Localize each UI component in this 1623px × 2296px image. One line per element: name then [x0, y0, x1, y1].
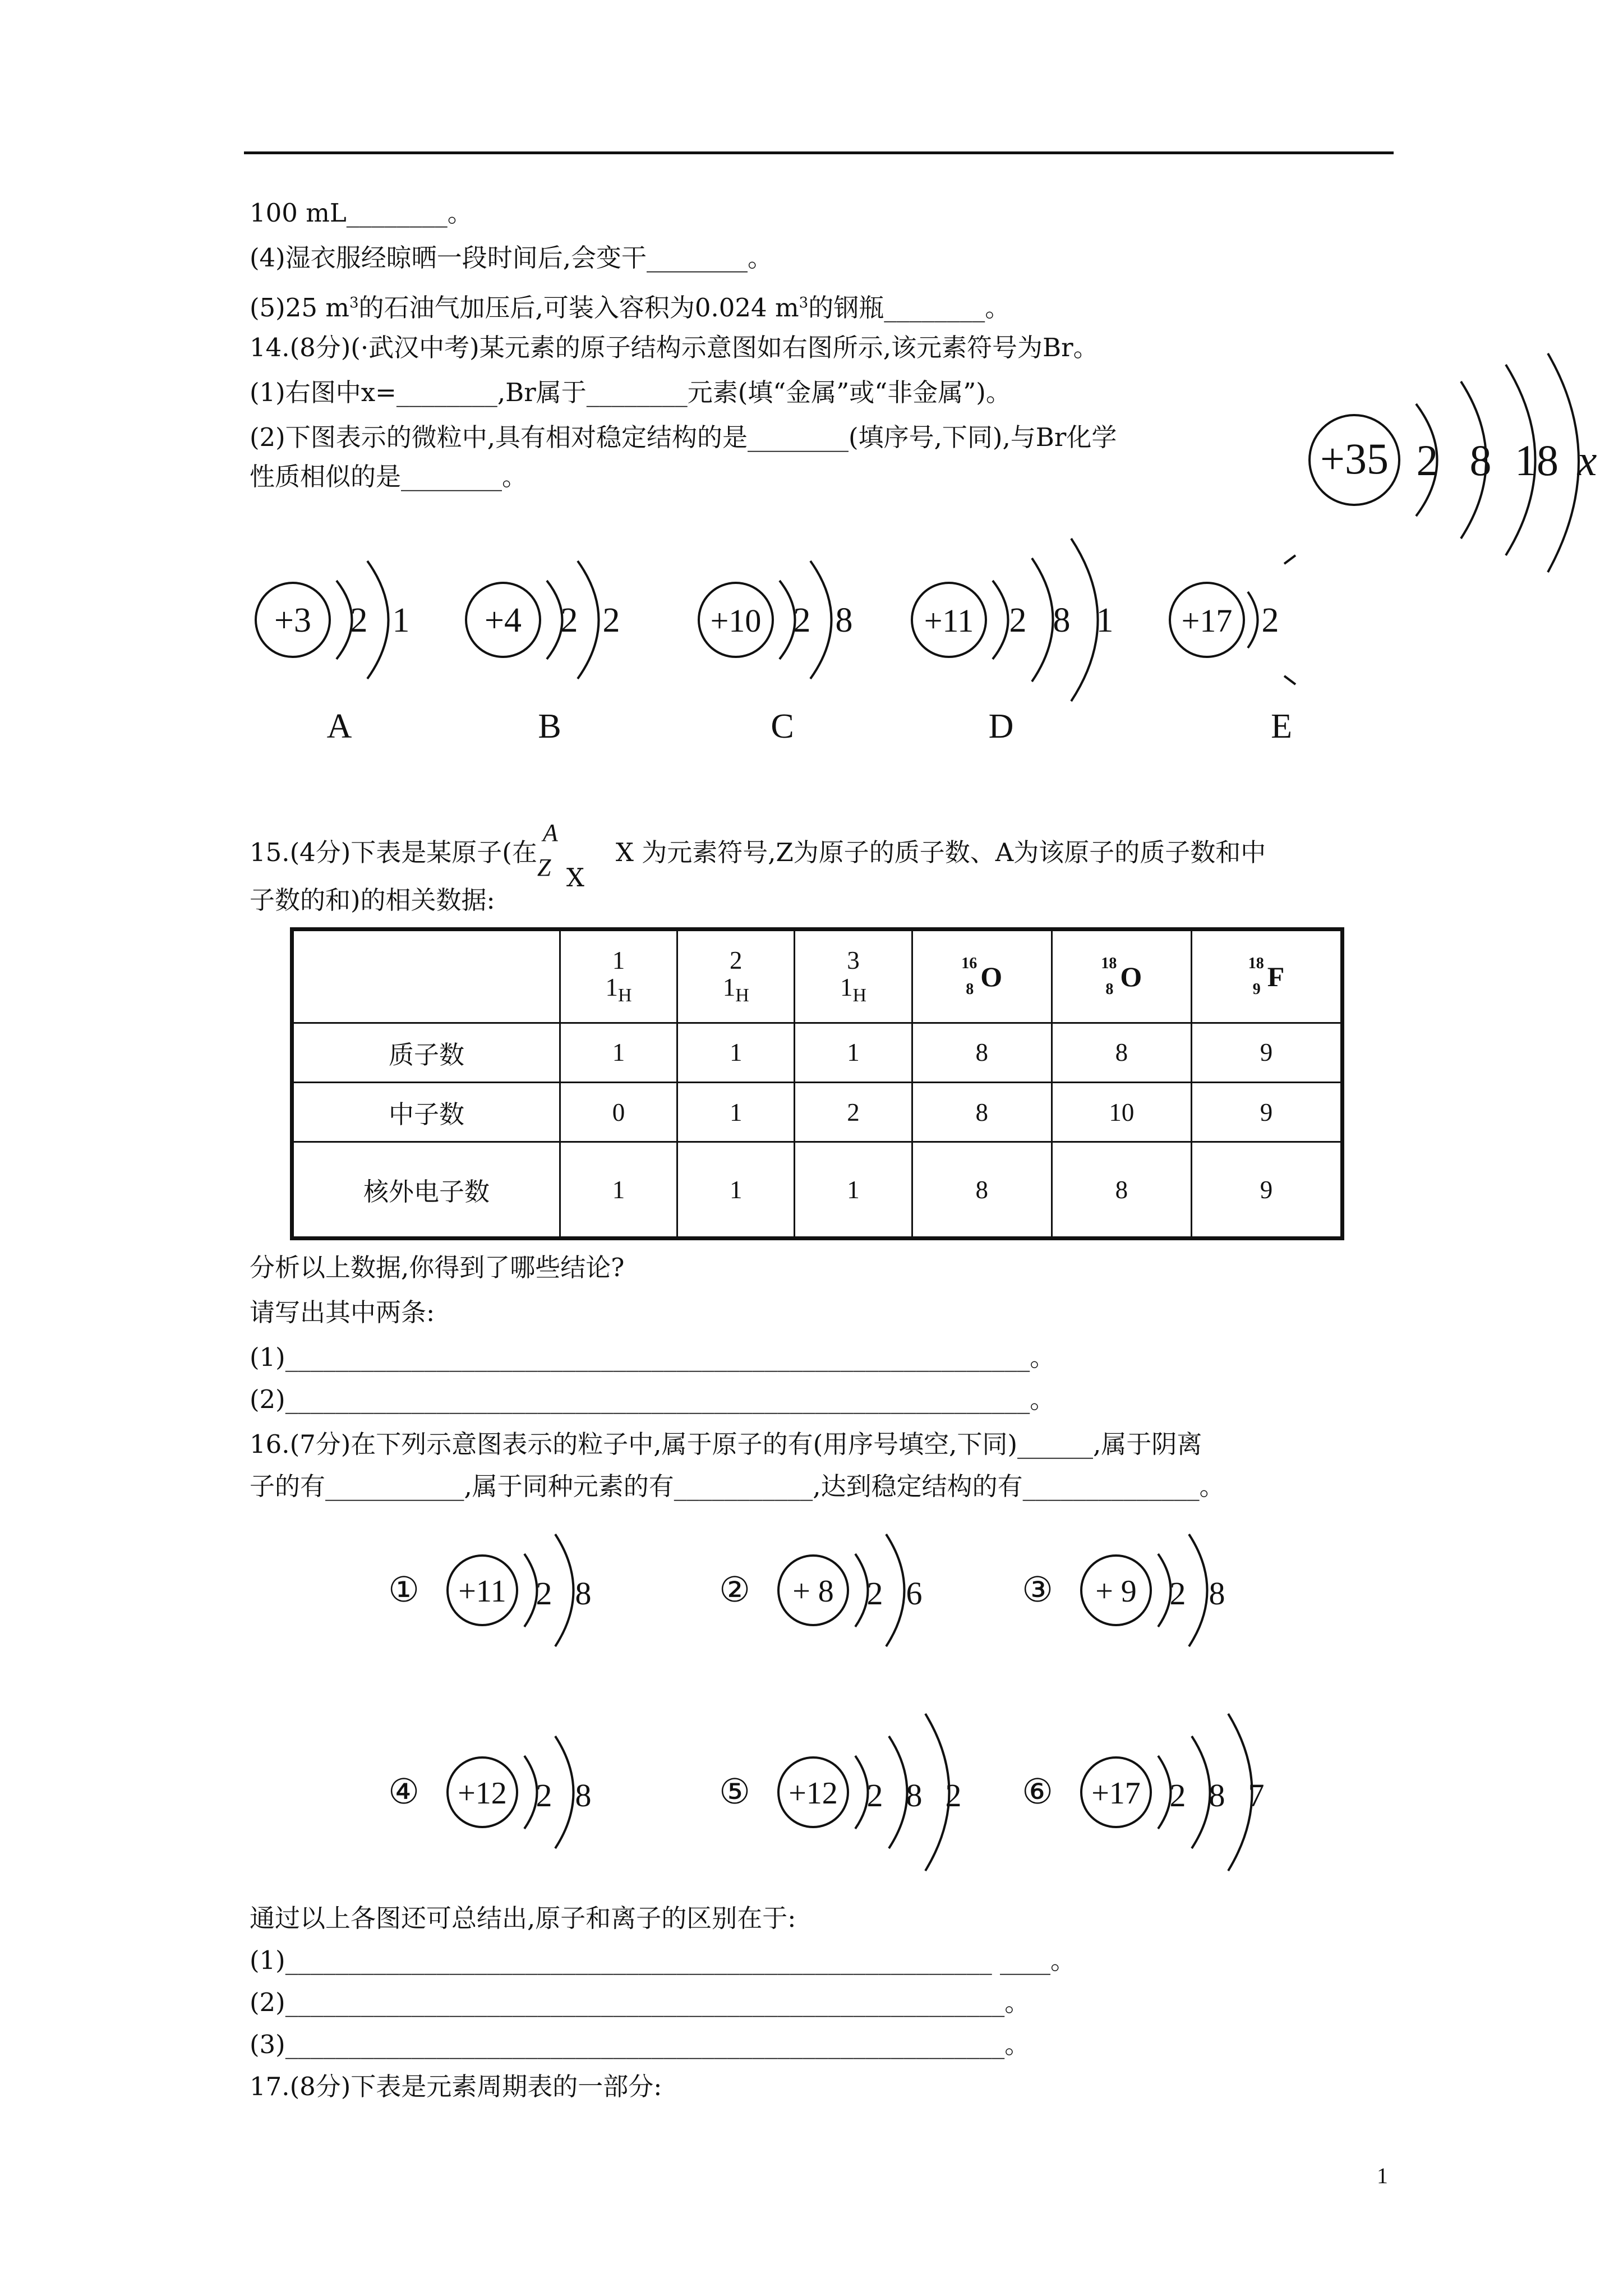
q16-answer-1[interactable]: (1)________________________________________________________ ____。: [250, 1945, 1076, 1975]
table-cell: 8: [912, 1142, 1052, 1239]
svg-text:+11: +11: [924, 602, 974, 639]
q16-diagram-3: [1009, 1517, 1245, 1674]
isotope-h1: 1 $1_H$: [560, 930, 677, 1023]
svg-text:1: 1: [392, 601, 410, 639]
isotope-h3: 3 $1_H$: [795, 930, 912, 1023]
svg-text:+17: +17: [1181, 602, 1233, 639]
q14-part-2a: (2)下图表示的微粒中,具有相对稳定结构的是________(填序号,下同),与Br化学: [250, 422, 1117, 452]
isotope-f18: 18 9 F: [1191, 930, 1342, 1023]
diagram-label-c: C: [771, 707, 794, 746]
q16-summary: 通过以上各图还可总结出,原子和离子的区别在于:: [250, 1903, 796, 1933]
br-nucleus-charge: +35: [1320, 434, 1389, 483]
table-cell: 2: [795, 1082, 912, 1142]
svg-text:2: 2: [350, 601, 368, 639]
table-cell: 8: [1052, 1023, 1191, 1082]
q16-stem-a: 16.(7分)在下列示意图表示的粒子中,属于原子的有(用序号填空,下同)______,属于阴离: [250, 1429, 1202, 1459]
isotope-h2: 2 $1_H$: [677, 930, 795, 1023]
diagram-index: ④: [388, 1773, 419, 1811]
table-cell: 9: [1191, 1023, 1342, 1082]
isotope-o18: 18 8 O: [1052, 930, 1191, 1023]
diagram-label-a: A: [326, 707, 352, 746]
q13-item-4: (4)湿衣服经晾晒一段时间后,会变干________。: [250, 243, 773, 273]
svg-text:7: 7: [1248, 1777, 1265, 1814]
table-cell: 9: [1191, 1142, 1342, 1239]
q15-stem-b: 子数的和)的相关数据:: [250, 885, 495, 915]
isotope-o16: 16 8 O: [912, 930, 1052, 1023]
br-shell-4: x: [1577, 436, 1597, 485]
mass-number-symbol: A: [542, 819, 558, 846]
svg-text:2: 2: [866, 1777, 883, 1814]
svg-text:+11: +11: [458, 1574, 506, 1609]
q15-stem-a: 15.(4分)下表是某原子(在 A Z X X 为元素符号,Z为原子的质子数、A为该原子的质子数和中: [250, 836, 1266, 869]
q16-stem-b: 子的有___________,属于同种元素的有___________,达到稳定结构的有______________。: [250, 1471, 1225, 1501]
table-cell: 1: [560, 1142, 677, 1239]
diagram-label-e: E: [1271, 707, 1292, 746]
q14-diagram-a: [247, 539, 432, 752]
q15-analysis: 分析以上数据,你得到了哪些结论?: [250, 1253, 625, 1282]
br-shell-2: 8: [1469, 436, 1492, 485]
table-cell: 8: [912, 1023, 1052, 1082]
atomic-number-symbol: Z: [537, 854, 551, 881]
svg-text:+3: +3: [274, 601, 311, 639]
q16-answer-2[interactable]: (2)_________________________________________________________。: [250, 1987, 1030, 2017]
svg-text:1: 1: [1096, 601, 1114, 639]
q16-diagram-2: [707, 1517, 942, 1674]
br-shell-3: 18: [1515, 436, 1559, 485]
br-shell-1: 2: [1416, 436, 1438, 485]
svg-text:+4: +4: [485, 601, 522, 639]
table-cell: 8: [912, 1082, 1052, 1142]
q15-ask: 请写出其中两条:: [250, 1297, 435, 1327]
svg-text:8: 8: [575, 1575, 592, 1612]
svg-text:+17: +17: [1091, 1776, 1141, 1811]
table-cell: 0: [560, 1082, 677, 1142]
table-row: [292, 1082, 1343, 1142]
svg-text:8: 8: [575, 1777, 592, 1814]
row-label-protons: 质子数: [292, 1023, 560, 1082]
table-corner-cell: [292, 930, 560, 1023]
isotope-table: [290, 927, 1344, 1240]
svg-text:2: 2: [536, 1777, 552, 1814]
q16-diagram-1: [376, 1517, 611, 1674]
row-label-electrons: 核外电子数: [292, 1142, 560, 1239]
svg-text:2: 2: [1169, 1777, 1186, 1814]
q14-stem: 14.(8分)(·武汉中考)某元素的原子结构示意图如右图所示,该元素符号为Br。: [250, 333, 1099, 362]
svg-text:+12: +12: [789, 1776, 838, 1811]
table-cell: 10: [1052, 1082, 1191, 1142]
diagram-label-b: B: [538, 707, 561, 746]
svg-text:8: 8: [835, 601, 853, 639]
table-row: [292, 1142, 1343, 1239]
table-cell: 1: [795, 1023, 912, 1082]
table-cell: 1: [795, 1142, 912, 1239]
svg-text:8: 8: [1209, 1777, 1225, 1814]
svg-text:8: 8: [1053, 601, 1071, 639]
svg-text:+10: +10: [710, 602, 762, 639]
table-cell: 8: [1052, 1142, 1191, 1239]
q14-diagram-c: [690, 539, 875, 752]
svg-text:8: 8: [906, 1777, 923, 1814]
element-symbol: X: [566, 863, 584, 892]
q16-diagram-4: [376, 1717, 611, 1874]
q14-diagram-d: [903, 527, 1138, 752]
q17-stem: 17.(8分)下表是元素周期表的一部分:: [250, 2072, 662, 2101]
svg-text:2: 2: [536, 1575, 552, 1612]
q14-diagram-e: [1161, 539, 1329, 752]
svg-text:2: 2: [1009, 601, 1027, 639]
q15-answer-2[interactable]: (2)___________________________________________________________。: [250, 1384, 1055, 1414]
svg-text:2: 2: [1261, 601, 1279, 639]
svg-text:2: 2: [793, 601, 811, 639]
svg-text:+12: +12: [458, 1776, 507, 1811]
page-number: 1: [1377, 2163, 1388, 2188]
header-rule: [244, 151, 1394, 154]
svg-text:6: 6: [906, 1575, 923, 1612]
svg-text:2: 2: [945, 1777, 962, 1814]
svg-text:2: 2: [602, 601, 620, 639]
svg-text:8: 8: [1209, 1575, 1225, 1612]
svg-text:2: 2: [560, 601, 578, 639]
diagram-index: ②: [719, 1571, 750, 1609]
svg-text:+ 8: + 8: [792, 1574, 834, 1609]
svg-text:2: 2: [866, 1575, 883, 1612]
table-header-row: [292, 930, 1343, 1023]
svg-text:2: 2: [1169, 1575, 1186, 1612]
svg-text:+ 9: + 9: [1095, 1574, 1137, 1609]
diagram-index: ⑤: [719, 1773, 750, 1811]
diagram-index: ①: [388, 1571, 419, 1609]
table-row: [292, 1023, 1343, 1082]
diagram-index: ⑥: [1022, 1773, 1053, 1811]
table-cell: 9: [1191, 1082, 1342, 1142]
diagram-label-d: D: [988, 707, 1014, 746]
q15-answer-1[interactable]: (1)___________________________________________________________。: [250, 1342, 1055, 1372]
table-cell: 1: [677, 1023, 795, 1082]
q16-answer-3[interactable]: (3)_________________________________________________________。: [250, 2030, 1030, 2059]
table-cell: 1: [677, 1142, 795, 1239]
table-cell: 1: [560, 1023, 677, 1082]
q14-diagram-b: [457, 539, 642, 752]
line-100ml: 100 mL________。: [250, 198, 473, 228]
table-cell: 1: [677, 1082, 795, 1142]
q13-item-5: (5)25 $m^3$的石油气加压后,可装入容积为0.024 $m^3$的钢瓶________。: [250, 293, 1011, 323]
q16-diagram-5: [707, 1705, 976, 1874]
q16-diagram-6: [1009, 1705, 1279, 1874]
row-label-neutrons: 中子数: [292, 1082, 560, 1142]
q14-part-1: (1)右图中x=________,Br属于________元素(填“金属”或“非金属”)。: [250, 378, 1011, 407]
q14-part-2b: 性质相似的是________。: [250, 462, 528, 491]
diagram-index: ③: [1022, 1571, 1053, 1609]
br-atom-diagram: [1290, 337, 1604, 583]
